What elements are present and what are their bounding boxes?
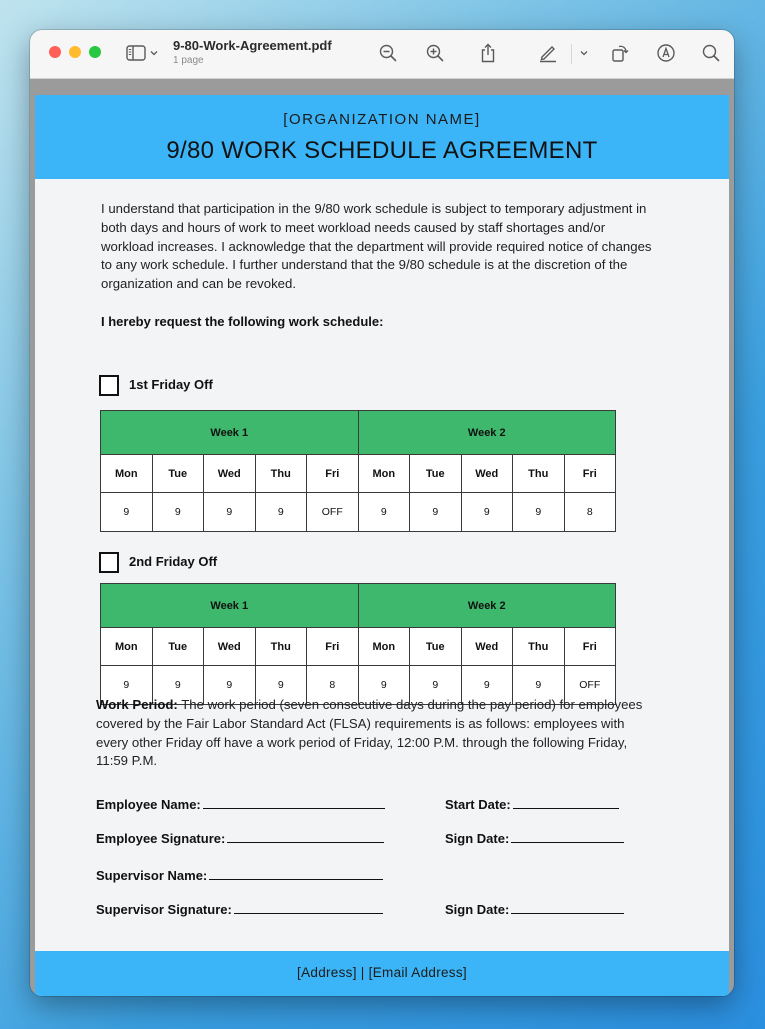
hours-cell: OFF <box>564 666 616 705</box>
day-cell: Mon <box>101 455 153 493</box>
schedule-table-1st-friday-off <box>100 410 616 532</box>
footer-banner: [Address] | [Email Address] <box>35 951 729 996</box>
employee-name-field[interactable] <box>96 795 385 812</box>
checkbox-1st-friday-off[interactable] <box>99 375 119 396</box>
minimize-window-button[interactable] <box>69 46 81 58</box>
employee-name-label: Employee Name: <box>96 797 201 812</box>
day-cell: Mon <box>358 455 410 493</box>
sign-date-field[interactable] <box>445 829 624 846</box>
hours-cell: 9 <box>101 666 153 705</box>
preview-window <box>30 30 734 996</box>
day-cell: Thu <box>513 455 565 493</box>
document-heading: 9/80 WORK SCHEDULE AGREEMENT <box>166 137 598 164</box>
option-label: 2nd Friday Off <box>129 554 218 569</box>
work-period-text: The work period (seven consecutive days during the pay period) for employees covered by the Fair Labor Standard Act (FLSA) requirements is as follows: employees with every other Friday off have a work period of Friday, 12:00 P.M. through the following Friday, 11:59 P.M. <box>96 697 643 769</box>
rotate-icon[interactable] <box>609 42 631 64</box>
hours-cell: 9 <box>513 493 565 532</box>
hours-cell: 9 <box>461 493 513 532</box>
markup-pen-icon[interactable] <box>537 42 559 64</box>
hours-cell: 9 <box>358 666 410 705</box>
employee-signature-field[interactable] <box>96 829 384 846</box>
hours-cell: 8 <box>307 666 359 705</box>
sign-date-line[interactable] <box>511 900 624 914</box>
hours-cell: 9 <box>204 666 256 705</box>
day-cell: Wed <box>461 628 513 666</box>
supervisor-signature-label: Supervisor Signature: <box>96 902 232 917</box>
day-cell: Wed <box>204 628 256 666</box>
day-cell: Tue <box>152 628 204 666</box>
hours-cell: 9 <box>410 493 462 532</box>
zoom-window-button[interactable] <box>89 46 101 58</box>
hours-cell: 8 <box>564 493 616 532</box>
supervisor-signature-field[interactable] <box>96 900 383 917</box>
week-header: Week 2 <box>358 584 616 628</box>
intro-paragraph: I understand that participation in the 9/80 work schedule is subject to temporary adjustment in both days and hours of work to meet workload needs caused by staff shortages and/or workload increases. I acknowledge that the department will provide required notice of changes to any work schedule. I further understand that the 9/80 schedule is at the discretion of the organization and can be revoked. <box>101 201 652 292</box>
hours-cell: 9 <box>255 666 307 705</box>
week-header: Week 1 <box>101 411 359 455</box>
hours-cell: 9 <box>513 666 565 705</box>
day-cell: Fri <box>307 455 359 493</box>
day-cell: Tue <box>410 455 462 493</box>
schedule-table-2nd-friday-off <box>100 583 616 705</box>
sign-date-field[interactable] <box>445 900 624 917</box>
header-banner <box>35 95 729 179</box>
work-period-label: Work Period: <box>96 697 178 712</box>
option-label: 1st Friday Off <box>129 377 213 392</box>
employee-signature-line[interactable] <box>227 829 384 843</box>
zoom-out-icon[interactable] <box>377 42 399 64</box>
hours-cell: 9 <box>152 493 204 532</box>
organization-name: [ORGANIZATION NAME] <box>283 111 481 128</box>
day-cell: Thu <box>255 628 307 666</box>
day-cell: Thu <box>255 455 307 493</box>
hours-cell: OFF <box>307 493 359 532</box>
hours-cell: 9 <box>101 493 153 532</box>
day-cell: Mon <box>358 628 410 666</box>
start-date-field[interactable] <box>445 795 619 812</box>
employee-name-line[interactable] <box>203 795 385 809</box>
day-cell: Tue <box>152 455 204 493</box>
chevron-down-icon[interactable] <box>149 42 159 64</box>
sign-date-label: Sign Date: <box>445 902 510 917</box>
sign-date-label: Sign Date: <box>445 831 510 846</box>
day-cell: Fri <box>564 455 616 493</box>
day-cell: Wed <box>461 455 513 493</box>
supervisor-name-field[interactable] <box>96 866 383 883</box>
sign-date-line[interactable] <box>511 829 624 843</box>
search-icon[interactable] <box>700 42 722 64</box>
hours-cell: 9 <box>461 666 513 705</box>
page-count: 1 page <box>173 55 204 66</box>
request-statement: I hereby request the following work schedule: <box>101 314 384 329</box>
zoom-in-icon[interactable] <box>424 42 446 64</box>
start-date-label: Start Date: <box>445 797 511 812</box>
day-cell: Fri <box>564 628 616 666</box>
document-title[interactable]: 9-80-Work-Agreement.pdf <box>173 38 332 53</box>
close-window-button[interactable] <box>49 46 61 58</box>
start-date-line[interactable] <box>513 795 619 809</box>
work-period-paragraph <box>96 696 646 771</box>
toolbar-divider <box>571 44 572 64</box>
day-cell: Mon <box>101 628 153 666</box>
pdf-page <box>35 95 729 996</box>
day-cell: Tue <box>410 628 462 666</box>
day-cell: Wed <box>204 455 256 493</box>
hours-cell: 9 <box>204 493 256 532</box>
chevron-down-icon[interactable] <box>579 42 589 64</box>
annotate-icon[interactable] <box>655 42 677 64</box>
sidebar-icon[interactable] <box>125 42 147 64</box>
week-header: Week 1 <box>101 584 359 628</box>
supervisor-signature-line[interactable] <box>234 900 383 914</box>
hours-cell: 9 <box>410 666 462 705</box>
checkbox-2nd-friday-off[interactable] <box>99 552 119 573</box>
week-header: Week 2 <box>358 411 616 455</box>
hours-cell: 9 <box>255 493 307 532</box>
day-cell: Thu <box>513 628 565 666</box>
hours-cell: 9 <box>358 493 410 532</box>
day-cell: Fri <box>307 628 359 666</box>
supervisor-name-label: Supervisor Name: <box>96 868 208 883</box>
employee-signature-label: Employee Signature: <box>96 831 226 846</box>
hours-cell: 9 <box>152 666 204 705</box>
title-bar <box>30 30 734 79</box>
supervisor-name-line[interactable] <box>209 866 383 880</box>
share-icon[interactable] <box>477 42 499 64</box>
